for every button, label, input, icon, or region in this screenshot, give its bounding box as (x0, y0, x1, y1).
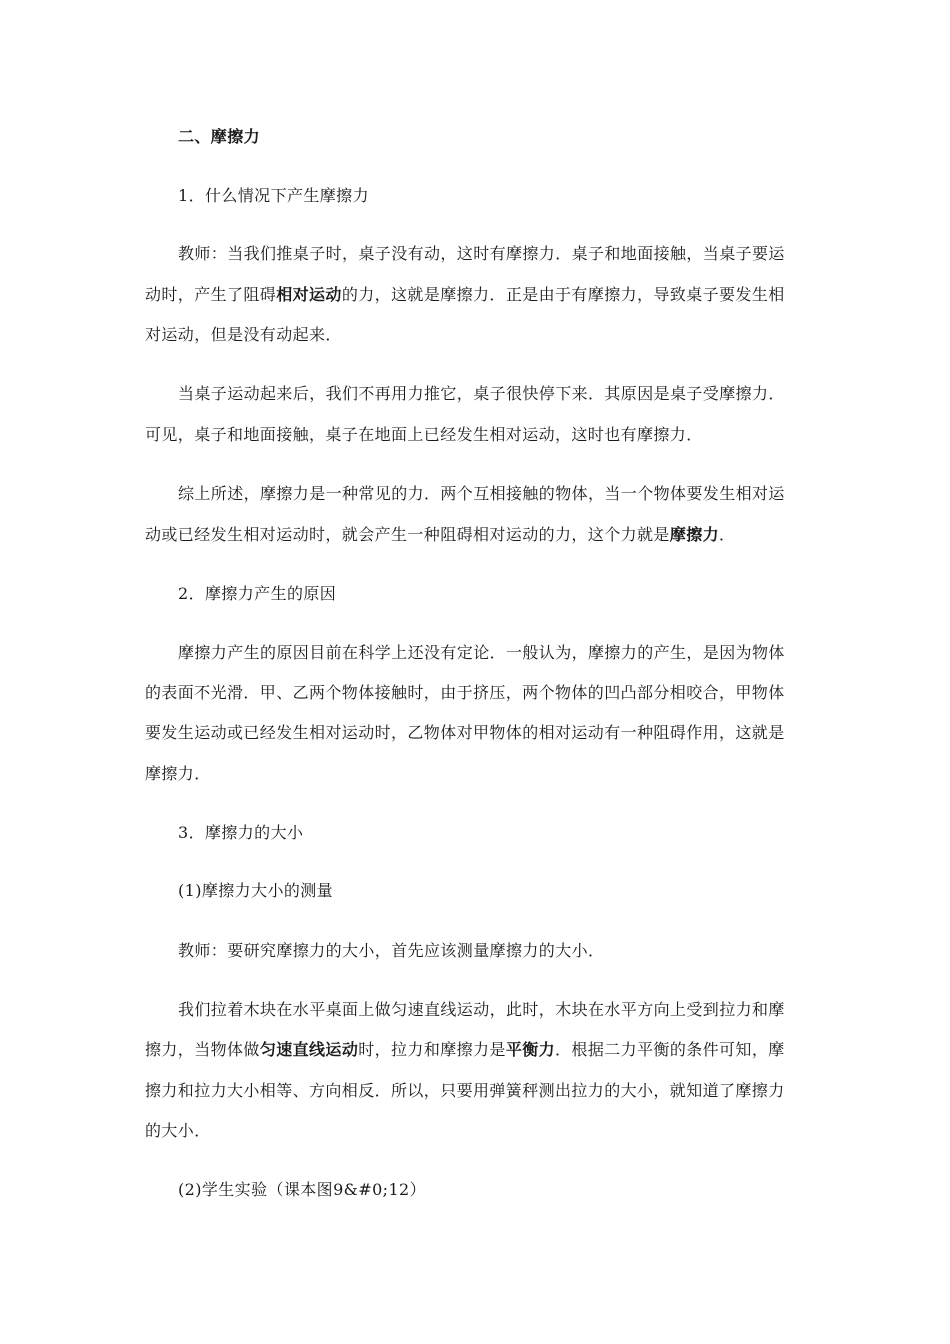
subsection-title-2: 2．摩擦力产生的原因 (178, 584, 337, 603)
text-line: 的大小． (145, 1121, 211, 1140)
bold-term: 相对运动 (276, 285, 342, 304)
subsection-title-3: 3．摩擦力的大小 (178, 823, 304, 842)
bold-term: 摩擦力 (669, 525, 720, 544)
text-run: 动或已经发生相对运动时，就会产生一种阻碍相对运动的力，这个力就是 (145, 525, 670, 544)
text-line: 的表面不光滑．甲、乙两个物体接触时，由于挤压，两个物体的凹凸部分相咬合，甲物体 (145, 683, 785, 702)
text-run: 的力，这就是摩擦力．正是由于有摩擦力，导致桌子要发生相 (341, 285, 785, 304)
text-line: 我们拉着木块在水平桌面上做匀速直线运动，此时，木块在水平方向上受到拉力和摩 (178, 1000, 785, 1019)
text-line: 摩擦力产生的原因目前在科学上还没有定论．一般认为，摩擦力的产生，是因为物体 (178, 643, 785, 662)
subsection-title-1: 1．什么情况下产生摩擦力 (178, 186, 369, 205)
text-run: ．根据二力平衡的条件可知，摩 (555, 1040, 785, 1059)
item-heading-experiment: (2)学生实验（课本图9&#0;12） (178, 1180, 427, 1199)
text-line: 教师：当我们推桌子时，桌子没有动，这时有摩擦力．桌子和地面接触，当桌子要运 (178, 244, 785, 263)
bold-term: 平衡力 (505, 1040, 556, 1059)
text-line: 要发生运动或已经发生相对运动时，乙物体对甲物体的相对运动有一种阻碍作用，这就是 (145, 723, 785, 742)
text-line (145, 1039, 805, 1061)
text-line (145, 284, 805, 306)
paragraph-teacher-measure: 教师：要研究摩擦力的大小，首先应该测量摩擦力的大小． (178, 941, 605, 960)
text-run: 时，拉力和摩擦力是 (358, 1040, 506, 1059)
text-line: 擦力和拉力大小相等、方向相反．所以，只要用弹簧秤测出拉力的大小，就知道了摩擦力 (145, 1081, 785, 1100)
bold-term: 匀速直线运动 (259, 1040, 359, 1059)
text-line: 当桌子运动起来后，我们不再用力推它，桌子很快停下来．其原因是桌子受摩擦力． (178, 384, 785, 403)
text-line (145, 524, 805, 546)
text-run: ． (719, 525, 736, 544)
section-title: 二、摩擦力 (178, 127, 261, 146)
item-heading-measurement: (1)摩擦力大小的测量 (178, 881, 334, 900)
text-line: 综上所述，摩擦力是一种常见的力．两个互相接触的物体，当一个物体要发生相对运 (178, 484, 785, 503)
text-line: 可见，桌子和地面接触，桌子在地面上已经发生相对运动，这时也有摩擦力． (145, 425, 703, 444)
text-line: 对运动，但是没有动起来． (145, 325, 342, 344)
text-run: 动时，产生了阻碍 (145, 285, 277, 304)
text-run: 擦力，当物体做 (145, 1040, 260, 1059)
text-line: 摩擦力． (145, 764, 211, 783)
